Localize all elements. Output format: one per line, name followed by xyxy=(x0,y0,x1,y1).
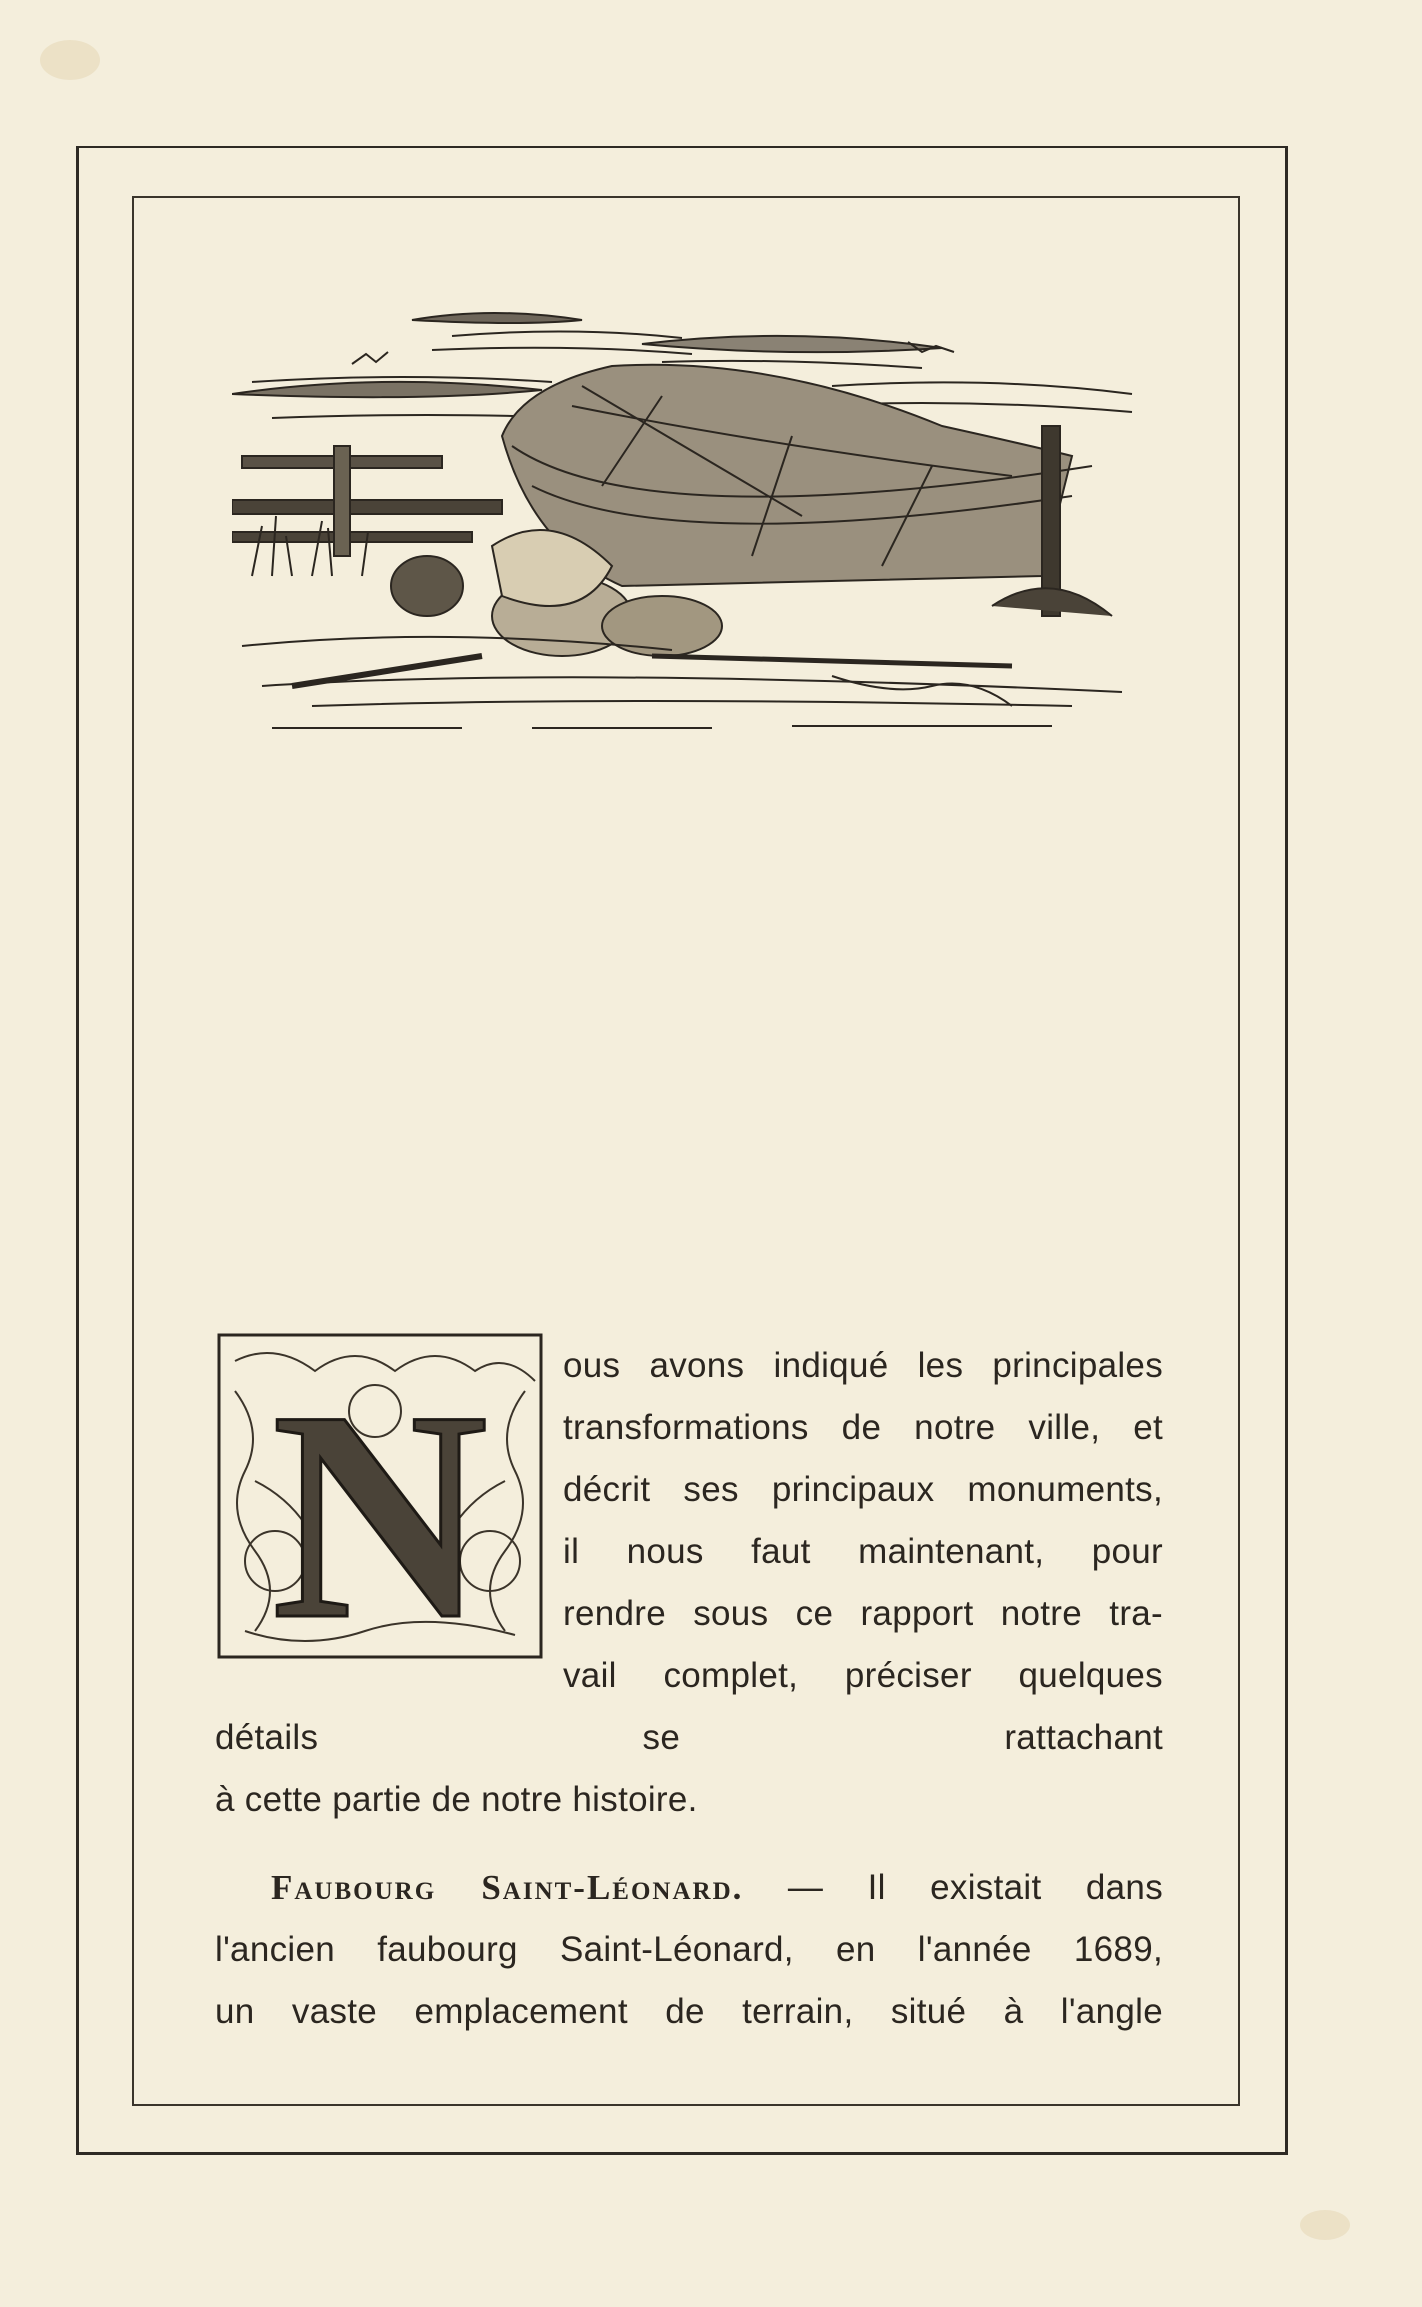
paragraph-2 xyxy=(215,1857,1163,2043)
text-line: ous avons indiqué les principales xyxy=(563,1346,1163,1385)
em-dash: — xyxy=(743,1868,868,1907)
text-line: à cette partie de notre histoire. xyxy=(215,1780,698,1819)
text-line: il nous faut maintenant, pour xyxy=(563,1532,1163,1571)
paper-stain xyxy=(40,40,100,80)
text-line-heading xyxy=(215,1857,1163,1919)
paper-stain xyxy=(1300,2210,1350,2240)
text-line: vail complet, préciser quelques détails se rattachant xyxy=(215,1656,1163,1757)
text-line: un vaste emplacement de terrain, situé à l'angle xyxy=(215,1992,1163,2031)
body-text xyxy=(215,1335,1163,2043)
text-line: l'ancien faubourg Saint-Léonard, en l'année 1689, xyxy=(215,1930,1163,1969)
para2-start: Il existait dans xyxy=(867,1868,1163,1907)
text-line: décrit ses principaux monuments, xyxy=(563,1470,1163,1509)
text-line: rendre sous ce rapport notre tra- xyxy=(563,1594,1163,1633)
boat-engraving-illustration xyxy=(232,286,1160,734)
dropcap-letter: N xyxy=(271,1349,489,1661)
decorated-dropcap-n xyxy=(215,1331,545,1661)
section-heading: Faubourg Saint-Léonard. xyxy=(271,1868,744,1907)
text-line: transformations de notre ville, et xyxy=(563,1408,1163,1447)
